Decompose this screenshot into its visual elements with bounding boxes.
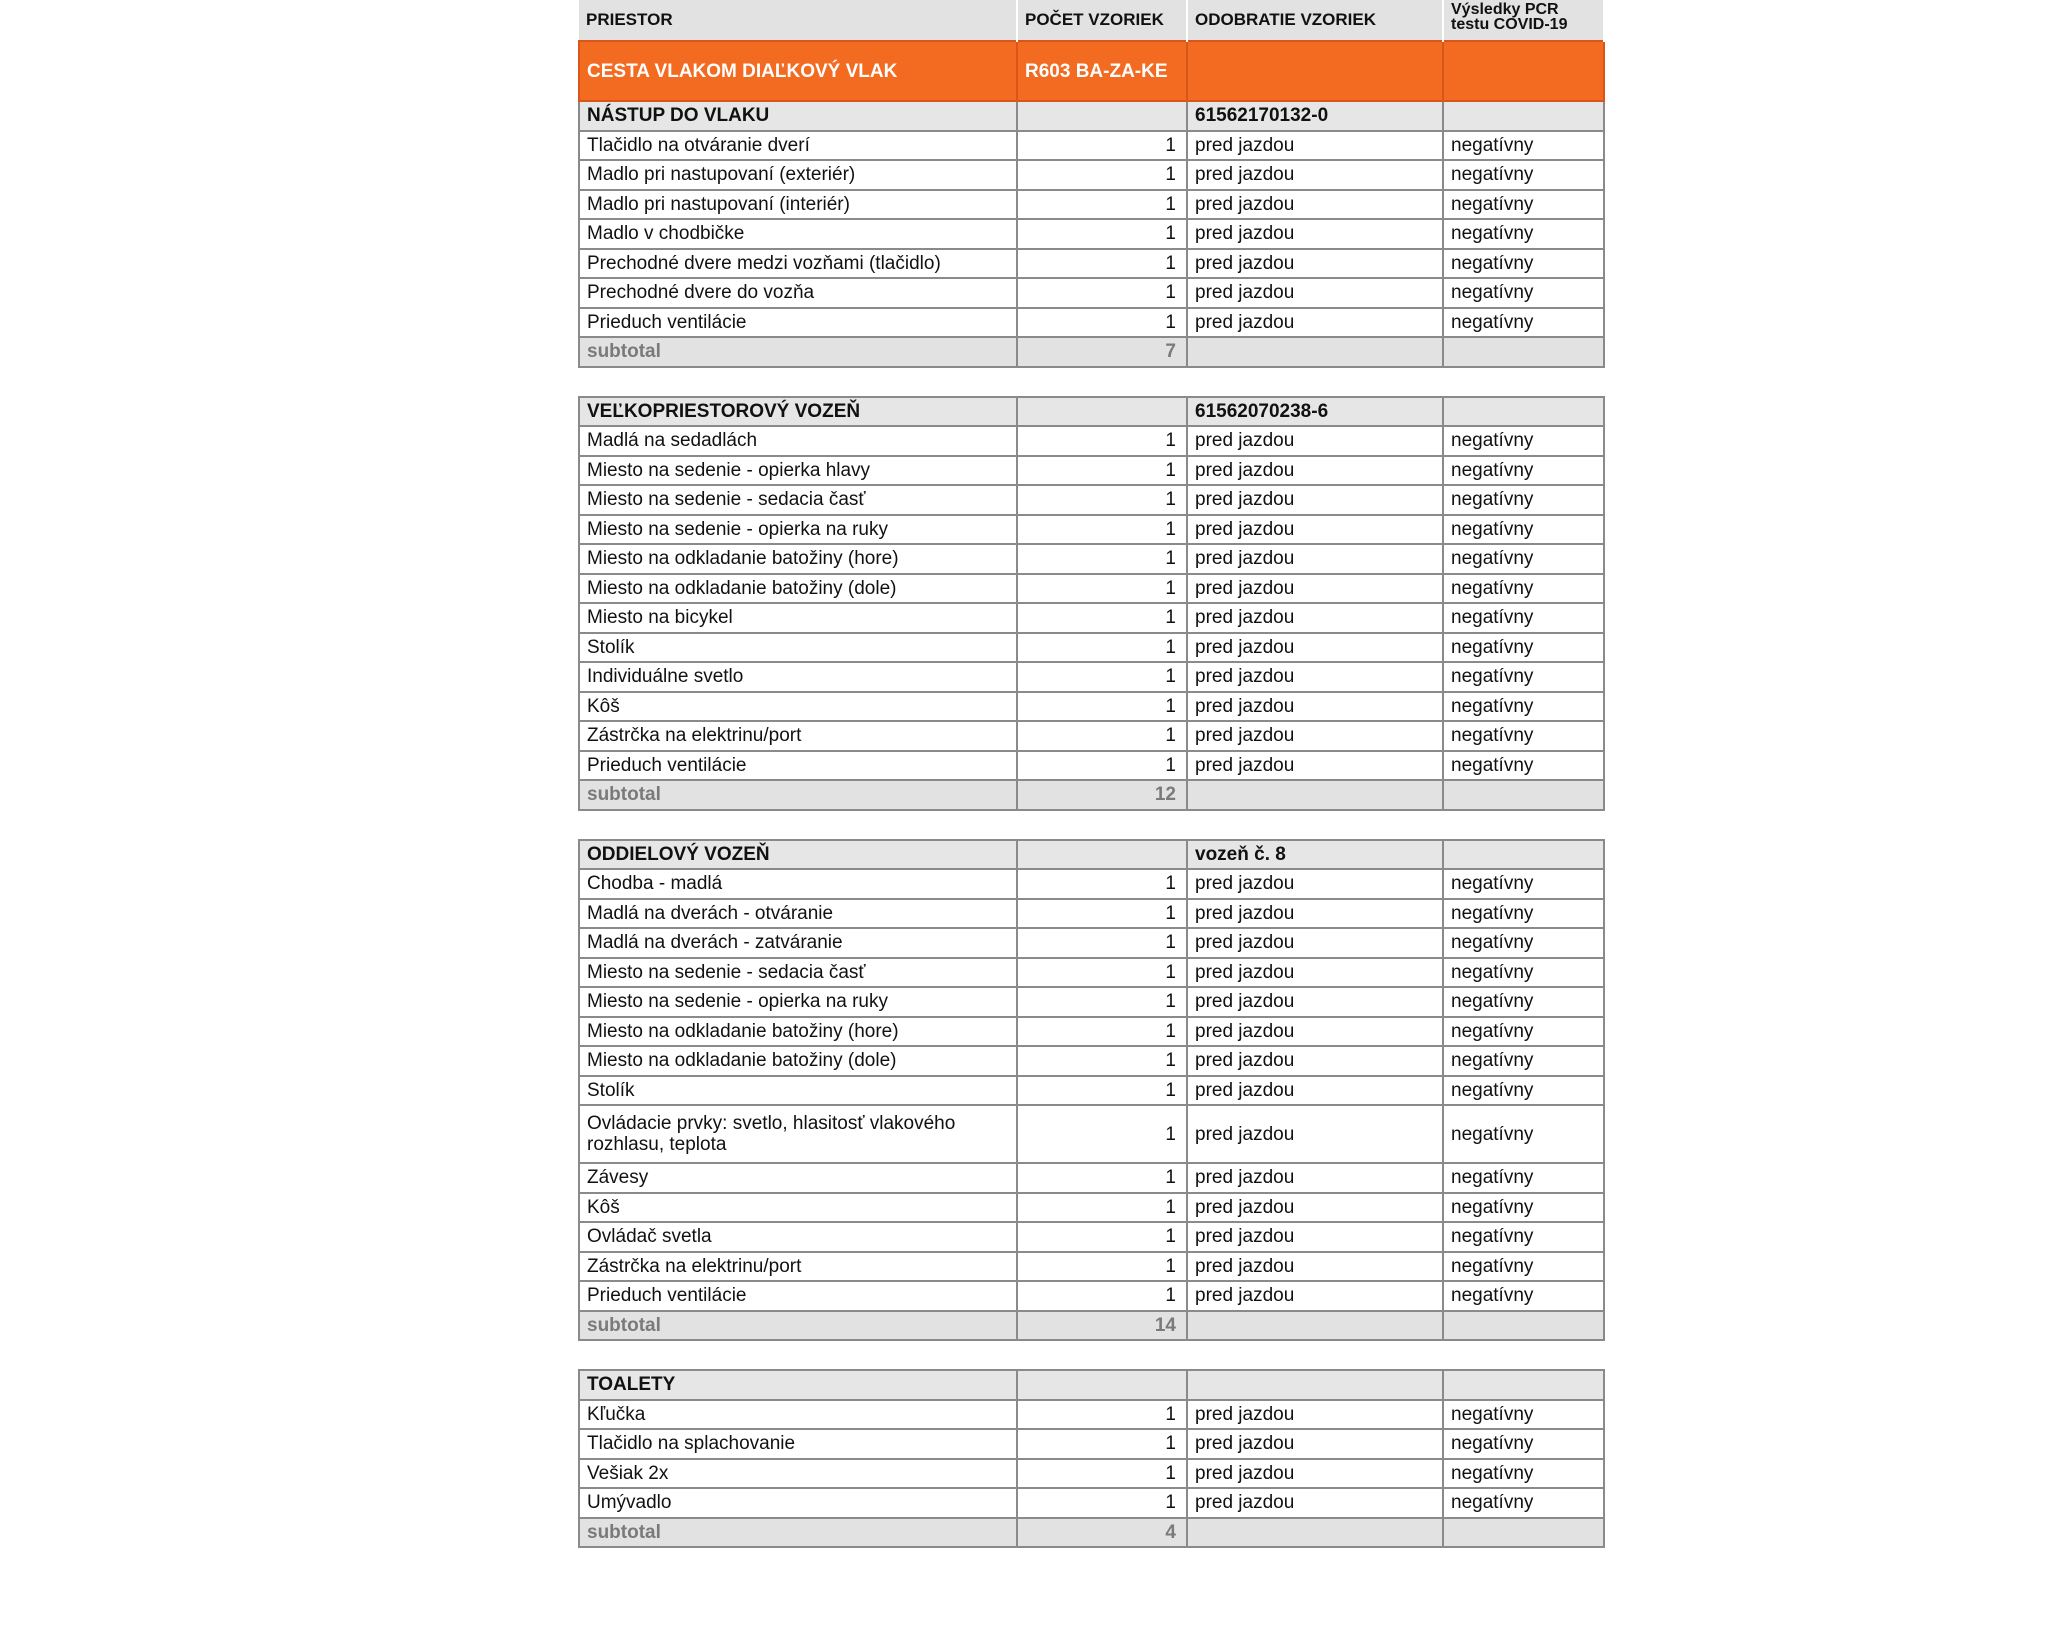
row-sampling-time: pred jazdou xyxy=(1187,869,1443,899)
subtotal-row xyxy=(579,1518,1604,1548)
table-body xyxy=(579,41,1604,1547)
row-result: negatívny xyxy=(1443,692,1604,722)
row-result: negatívny xyxy=(1443,1046,1604,1076)
row-count: 1 xyxy=(1017,160,1187,190)
subtotal-row xyxy=(579,337,1604,367)
row-sampling-time: pred jazdou xyxy=(1187,721,1443,751)
subtotal-empty-cell xyxy=(1187,1311,1443,1341)
row-result: negatívny xyxy=(1443,485,1604,515)
section-empty-cell xyxy=(1443,1370,1604,1400)
trip-empty-cell xyxy=(1187,41,1443,101)
row-count: 1 xyxy=(1017,190,1187,220)
row-sampling-time: pred jazdou xyxy=(1187,662,1443,692)
section-sample-code: 61562070238-6 xyxy=(1187,397,1443,427)
row-result: negatívny xyxy=(1443,544,1604,574)
row-result: negatívny xyxy=(1443,633,1604,663)
row-place: Prieduch ventilácie xyxy=(579,308,1017,338)
row-result: negatívny xyxy=(1443,1163,1604,1193)
table-row xyxy=(579,1488,1604,1518)
table-row xyxy=(579,278,1604,308)
table-row xyxy=(579,190,1604,220)
table-row xyxy=(579,574,1604,604)
section-empty-cell xyxy=(1443,840,1604,870)
row-place: Prechodné dvere do vozňa xyxy=(579,278,1017,308)
section-empty-cell xyxy=(1443,101,1604,131)
row-place: Madlá na sedadlách xyxy=(579,426,1017,456)
row-place: Miesto na sedenie - opierka hlavy xyxy=(579,456,1017,486)
table-row xyxy=(579,869,1604,899)
row-result: negatívny xyxy=(1443,603,1604,633)
row-sampling-time: pred jazdou xyxy=(1187,1281,1443,1311)
row-sampling-time: pred jazdou xyxy=(1187,633,1443,663)
subtotal-label: subtotal xyxy=(579,780,1017,810)
row-count: 1 xyxy=(1017,928,1187,958)
section-title: NÁSTUP DO VLAKU xyxy=(579,101,1017,131)
row-result: negatívny xyxy=(1443,160,1604,190)
row-sampling-time: pred jazdou xyxy=(1187,278,1443,308)
row-place: Miesto na odkladanie batožiny (dole) xyxy=(579,1046,1017,1076)
table-row xyxy=(579,1429,1604,1459)
row-result: negatívny xyxy=(1443,131,1604,161)
row-result: negatívny xyxy=(1443,456,1604,486)
row-place: Ovládač svetla xyxy=(579,1222,1017,1252)
row-result: negatívny xyxy=(1443,1076,1604,1106)
row-count: 1 xyxy=(1017,1017,1187,1047)
table-row xyxy=(579,456,1604,486)
row-place: Kôš xyxy=(579,1193,1017,1223)
row-sampling-time: pred jazdou xyxy=(1187,751,1443,781)
subtotal-value: 12 xyxy=(1017,780,1187,810)
row-count: 1 xyxy=(1017,869,1187,899)
row-sampling-time: pred jazdou xyxy=(1187,1222,1443,1252)
row-result: negatívny xyxy=(1443,958,1604,988)
trip-name: CESTA VLAKOM DIAĽKOVÝ VLAK xyxy=(579,41,1017,101)
row-sampling-time: pred jazdou xyxy=(1187,574,1443,604)
row-count: 1 xyxy=(1017,426,1187,456)
row-result: negatívny xyxy=(1443,308,1604,338)
trip-empty-cell xyxy=(1443,41,1604,101)
row-result: negatívny xyxy=(1443,751,1604,781)
row-result: negatívny xyxy=(1443,869,1604,899)
row-place: Miesto na sedenie - sedacia časť xyxy=(579,958,1017,988)
header-odobratie-vzoriek: ODOBRATIE VZORIEK xyxy=(1187,0,1443,41)
table-row xyxy=(579,219,1604,249)
row-count: 1 xyxy=(1017,751,1187,781)
row-count: 1 xyxy=(1017,692,1187,722)
row-count: 1 xyxy=(1017,456,1187,486)
row-sampling-time: pred jazdou xyxy=(1187,485,1443,515)
table-row xyxy=(579,308,1604,338)
table-row xyxy=(579,721,1604,751)
spacer-cell xyxy=(579,367,1604,397)
subtotal-label: subtotal xyxy=(579,1311,1017,1341)
row-sampling-time: pred jazdou xyxy=(1187,928,1443,958)
table-row xyxy=(579,515,1604,545)
row-place: Tlačidlo na splachovanie xyxy=(579,1429,1017,1459)
row-place: Miesto na odkladanie batožiny (dole) xyxy=(579,574,1017,604)
section-sample-code: 61562170132-0 xyxy=(1187,101,1443,131)
row-result: negatívny xyxy=(1443,1193,1604,1223)
row-place: Ovládacie prvky: svetlo, hlasitosť vlakového rozhlasu, teplota xyxy=(579,1105,1017,1163)
row-result: negatívny xyxy=(1443,1105,1604,1163)
table-row xyxy=(579,692,1604,722)
subtotal-label: subtotal xyxy=(579,1518,1017,1548)
row-sampling-time: pred jazdou xyxy=(1187,1017,1443,1047)
header-pocet-vzoriek: POČET VZORIEK xyxy=(1017,0,1187,41)
section-title: VEĽKOPRIESTOROVÝ VOZEŇ xyxy=(579,397,1017,427)
section-sample-code xyxy=(1187,1370,1443,1400)
row-sampling-time: pred jazdou xyxy=(1187,1252,1443,1282)
row-place: Zástrčka na elektrinu/port xyxy=(579,1252,1017,1282)
row-sampling-time: pred jazdou xyxy=(1187,249,1443,279)
section-header-row xyxy=(579,397,1604,427)
section-spacer xyxy=(579,810,1604,840)
row-result: negatívny xyxy=(1443,1400,1604,1430)
row-place: Miesto na sedenie - opierka na ruky xyxy=(579,515,1017,545)
row-sampling-time: pred jazdou xyxy=(1187,1429,1443,1459)
row-count: 1 xyxy=(1017,1400,1187,1430)
row-sampling-time: pred jazdou xyxy=(1187,544,1443,574)
row-place: Madlá na dverách - otváranie xyxy=(579,899,1017,929)
table-row xyxy=(579,987,1604,1017)
row-sampling-time: pred jazdou xyxy=(1187,1046,1443,1076)
row-sampling-time: pred jazdou xyxy=(1187,456,1443,486)
table-row xyxy=(579,131,1604,161)
table-row xyxy=(579,485,1604,515)
subtotal-empty-cell xyxy=(1443,1311,1604,1341)
row-count: 1 xyxy=(1017,721,1187,751)
section-header-row xyxy=(579,101,1604,131)
row-result: negatívny xyxy=(1443,662,1604,692)
row-place: Chodba - madlá xyxy=(579,869,1017,899)
row-result: negatívny xyxy=(1443,1222,1604,1252)
row-place: Miesto na sedenie - sedacia časť xyxy=(579,485,1017,515)
table-row xyxy=(579,249,1604,279)
row-result: negatívny xyxy=(1443,721,1604,751)
section-title: ODDIELOVÝ VOZEŇ xyxy=(579,840,1017,870)
row-place: Prieduch ventilácie xyxy=(579,751,1017,781)
row-place: Miesto na odkladanie batožiny (hore) xyxy=(579,544,1017,574)
row-count: 1 xyxy=(1017,278,1187,308)
section-header-row xyxy=(579,1370,1604,1400)
row-result: negatívny xyxy=(1443,515,1604,545)
row-sampling-time: pred jazdou xyxy=(1187,1105,1443,1163)
row-place: Kôš xyxy=(579,692,1017,722)
subtotal-value: 7 xyxy=(1017,337,1187,367)
section-empty-cell xyxy=(1443,397,1604,427)
row-count: 1 xyxy=(1017,899,1187,929)
row-count: 1 xyxy=(1017,574,1187,604)
row-count: 1 xyxy=(1017,1193,1187,1223)
table-row xyxy=(579,928,1604,958)
table-row xyxy=(579,426,1604,456)
subtotal-empty-cell xyxy=(1187,1518,1443,1548)
subtotal-empty-cell xyxy=(1443,1518,1604,1548)
row-count: 1 xyxy=(1017,603,1187,633)
row-sampling-time: pred jazdou xyxy=(1187,603,1443,633)
row-result: negatívny xyxy=(1443,249,1604,279)
section-sample-code: vozeň č. 8 xyxy=(1187,840,1443,870)
row-count: 1 xyxy=(1017,219,1187,249)
row-place: Umývadlo xyxy=(579,1488,1017,1518)
row-place: Kľučka xyxy=(579,1400,1017,1430)
row-count: 1 xyxy=(1017,662,1187,692)
spacer-cell xyxy=(579,1340,1604,1370)
row-result: negatívny xyxy=(1443,1459,1604,1489)
table-row xyxy=(579,160,1604,190)
row-result: negatívny xyxy=(1443,987,1604,1017)
row-count: 1 xyxy=(1017,1252,1187,1282)
row-sampling-time: pred jazdou xyxy=(1187,160,1443,190)
table-row xyxy=(579,1400,1604,1430)
subtotal-empty-cell xyxy=(1443,337,1604,367)
row-count: 1 xyxy=(1017,1076,1187,1106)
report-table xyxy=(578,0,1605,1548)
section-spacer xyxy=(579,1340,1604,1370)
table-row xyxy=(579,958,1604,988)
row-place: Miesto na sedenie - opierka na ruky xyxy=(579,987,1017,1017)
table-row xyxy=(579,1163,1604,1193)
table-row xyxy=(579,1193,1604,1223)
row-place: Individuálne svetlo xyxy=(579,662,1017,692)
row-sampling-time: pred jazdou xyxy=(1187,1193,1443,1223)
row-sampling-time: pred jazdou xyxy=(1187,426,1443,456)
table-row xyxy=(579,899,1604,929)
table-row xyxy=(579,1017,1604,1047)
table-row xyxy=(579,1105,1604,1163)
row-sampling-time: pred jazdou xyxy=(1187,987,1443,1017)
row-count: 1 xyxy=(1017,1163,1187,1193)
row-result: negatívny xyxy=(1443,278,1604,308)
row-sampling-time: pred jazdou xyxy=(1187,958,1443,988)
row-place: Madlo pri nastupovaní (interiér) xyxy=(579,190,1017,220)
row-place: Prechodné dvere medzi vozňami (tlačidlo) xyxy=(579,249,1017,279)
row-count: 1 xyxy=(1017,249,1187,279)
row-count: 1 xyxy=(1017,1459,1187,1489)
row-result: negatívny xyxy=(1443,928,1604,958)
section-spacer xyxy=(579,367,1604,397)
subtotal-empty-cell xyxy=(1187,780,1443,810)
row-count: 1 xyxy=(1017,1105,1187,1163)
sampling-report xyxy=(578,0,1603,1548)
row-sampling-time: pred jazdou xyxy=(1187,1163,1443,1193)
row-count: 1 xyxy=(1017,1488,1187,1518)
row-result: negatívny xyxy=(1443,1429,1604,1459)
row-count: 1 xyxy=(1017,1222,1187,1252)
subtotal-empty-cell xyxy=(1443,780,1604,810)
subtotal-value: 4 xyxy=(1017,1518,1187,1548)
row-result: negatívny xyxy=(1443,1252,1604,1282)
row-place: Stolík xyxy=(579,633,1017,663)
row-place: Miesto na odkladanie batožiny (hore) xyxy=(579,1017,1017,1047)
subtotal-label: subtotal xyxy=(579,337,1017,367)
table-header xyxy=(579,0,1604,41)
row-result: negatívny xyxy=(1443,219,1604,249)
header-vysledky-pcr: Výsledky PCR testu COVID-19 xyxy=(1443,0,1604,41)
row-place: Stolík xyxy=(579,1076,1017,1106)
row-sampling-time: pred jazdou xyxy=(1187,131,1443,161)
row-place: Miesto na bicykel xyxy=(579,603,1017,633)
trip-train-number: R603 BA-ZA-KE xyxy=(1017,41,1187,101)
table-row xyxy=(579,603,1604,633)
row-count: 1 xyxy=(1017,1281,1187,1311)
row-sampling-time: pred jazdou xyxy=(1187,1400,1443,1430)
section-title: TOALETY xyxy=(579,1370,1017,1400)
row-sampling-time: pred jazdou xyxy=(1187,1076,1443,1106)
row-place: Tlačidlo na otváranie dverí xyxy=(579,131,1017,161)
header-priestor: PRIESTOR xyxy=(579,0,1017,41)
row-place: Madlá na dverách - zatváranie xyxy=(579,928,1017,958)
row-count: 1 xyxy=(1017,131,1187,161)
row-place: Madlo pri nastupovaní (exteriér) xyxy=(579,160,1017,190)
row-result: negatívny xyxy=(1443,899,1604,929)
table-row xyxy=(579,1281,1604,1311)
row-result: negatívny xyxy=(1443,426,1604,456)
row-count: 1 xyxy=(1017,987,1187,1017)
subtotal-row xyxy=(579,780,1604,810)
row-result: negatívny xyxy=(1443,574,1604,604)
row-count: 1 xyxy=(1017,308,1187,338)
row-count: 1 xyxy=(1017,544,1187,574)
section-empty-cell xyxy=(1017,101,1187,131)
row-sampling-time: pred jazdou xyxy=(1187,692,1443,722)
row-place: Zástrčka na elektrinu/port xyxy=(579,721,1017,751)
row-sampling-time: pred jazdou xyxy=(1187,899,1443,929)
section-header-row xyxy=(579,840,1604,870)
row-count: 1 xyxy=(1017,1046,1187,1076)
row-count: 1 xyxy=(1017,958,1187,988)
section-empty-cell xyxy=(1017,840,1187,870)
row-sampling-time: pred jazdou xyxy=(1187,515,1443,545)
row-sampling-time: pred jazdou xyxy=(1187,219,1443,249)
trip-row xyxy=(579,41,1604,101)
row-sampling-time: pred jazdou xyxy=(1187,1459,1443,1489)
row-count: 1 xyxy=(1017,485,1187,515)
row-sampling-time: pred jazdou xyxy=(1187,1488,1443,1518)
table-row xyxy=(579,544,1604,574)
row-result: negatívny xyxy=(1443,1488,1604,1518)
section-empty-cell xyxy=(1017,397,1187,427)
subtotal-empty-cell xyxy=(1187,337,1443,367)
row-place: Madlo v chodbičke xyxy=(579,219,1017,249)
table-row xyxy=(579,633,1604,663)
table-row xyxy=(579,1046,1604,1076)
section-empty-cell xyxy=(1017,1370,1187,1400)
subtotal-row xyxy=(579,1311,1604,1341)
row-count: 1 xyxy=(1017,1429,1187,1459)
table-row xyxy=(579,1459,1604,1489)
row-place: Vešiak 2x xyxy=(579,1459,1017,1489)
table-row xyxy=(579,1222,1604,1252)
row-count: 1 xyxy=(1017,633,1187,663)
table-row xyxy=(579,662,1604,692)
table-row xyxy=(579,751,1604,781)
row-result: negatívny xyxy=(1443,1281,1604,1311)
row-count: 1 xyxy=(1017,515,1187,545)
table-row xyxy=(579,1076,1604,1106)
subtotal-value: 14 xyxy=(1017,1311,1187,1341)
row-sampling-time: pred jazdou xyxy=(1187,190,1443,220)
row-place: Závesy xyxy=(579,1163,1017,1193)
table-row xyxy=(579,1252,1604,1282)
row-place: Prieduch ventilácie xyxy=(579,1281,1017,1311)
row-result: negatívny xyxy=(1443,1017,1604,1047)
row-result: negatívny xyxy=(1443,190,1604,220)
row-sampling-time: pred jazdou xyxy=(1187,308,1443,338)
spacer-cell xyxy=(579,810,1604,840)
